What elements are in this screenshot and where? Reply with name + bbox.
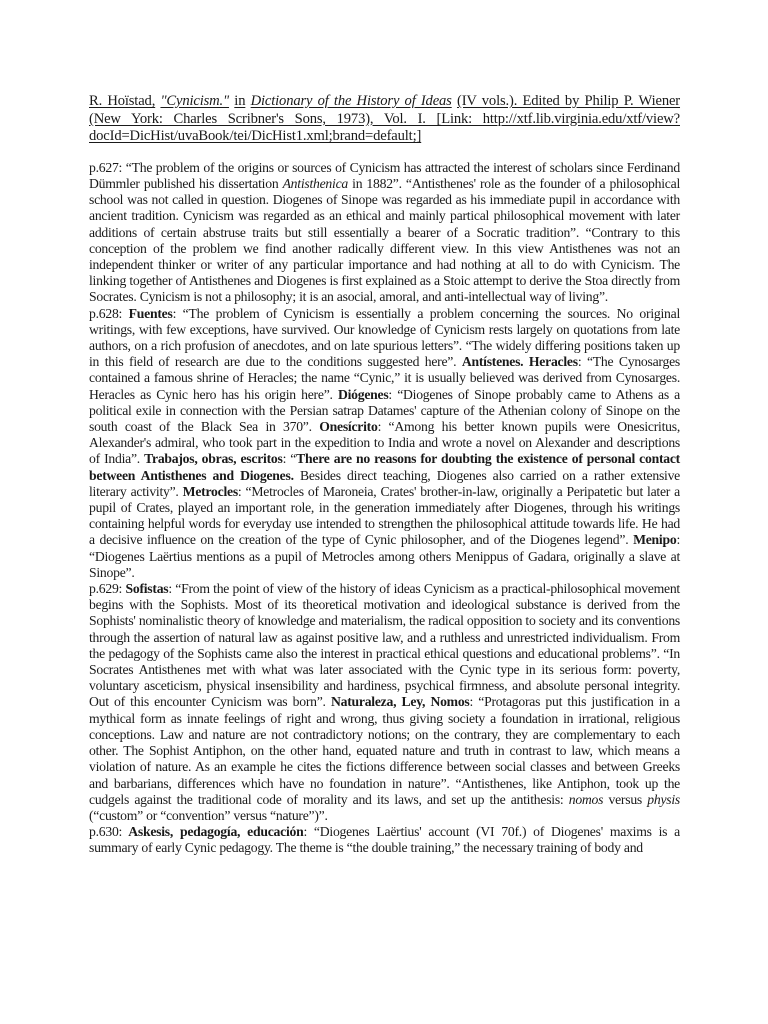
quoted-text: : “Among his better known pupils were Onesicritus, Alexander's admiral, who took part in the expedition to India and wrote a novel on Alexander and descriptions of India”. — [89, 419, 680, 467]
quoted-text: : “Diogenes Laërtius mentions as a pupil of Metrocles among others Menippus of Gadara, originally a slave at Sinope”. — [89, 532, 680, 580]
page-reference: p.628: — [89, 305, 123, 321]
section-heading: Sofistas — [122, 581, 169, 597]
citation-work-title: Dictionary of the History of Ideas — [250, 93, 452, 109]
quoted-text: : “The Cynosarges contained a famous shrine of Heracles; the name “Cynic,” it is usually believed was derived from Cynosarges. Heracles as Cynic hero has his origin here”. — [89, 354, 680, 402]
italic-term: Antisthenica — [282, 175, 348, 191]
italic-term: nomos — [568, 791, 604, 807]
quoted-text: : “Diogenes Laërtius' account (VI 70f.) of Diogenes' maxims is a summary of early Cynic pedagogy. The theme is “the double training,” the necessary training of body and — [89, 824, 680, 856]
paragraph-630 — [89, 824, 680, 856]
section-heading: Fuentes — [122, 305, 173, 321]
quoted-text: “The problem of the origins or sources of Cynicism has attracted the interest of scholars since Ferdinand Dümmler published his dissertation — [89, 159, 680, 191]
quoted-text: : “ — [282, 451, 297, 467]
italic-term: physis — [647, 791, 680, 807]
quoted-text: : “From the point of view of the history of ideas Cynicism as a practical-philosophical movement begins with the Sophists. Most of its theoretical motivation and ideological substance is derived from the Sophists' nominalistic theory of knowledge and materialism, the radical opposition to society and its conventions through the assertion of natural law as against positive law, and a ruthless and unrestricted individualism. From the pedagogy of the Sophists came also the interest in practical ethical questions and educational problems”. “In Socrates Antisthenes met with what was later associated with the Cynic type in its serious form: poverty, voluntary asceticism, physical insensibility and hardiness, psychical firmness, and absolute personal integrity. Out of this encounter Cynicism was born”. — [89, 581, 680, 710]
section-heading: Metrocles — [182, 483, 238, 499]
bibliographic-citation — [89, 93, 680, 146]
document-body — [89, 160, 680, 857]
section-heading: Naturaleza, Ley, Nomos — [330, 694, 470, 710]
page-reference: p.627: — [89, 159, 123, 175]
page-reference: p.630: — [89, 824, 123, 840]
page-reference: p.629: — [89, 581, 123, 597]
quoted-text: versus — [603, 791, 648, 807]
section-heading: Antístenes. Heracles — [461, 354, 578, 370]
quoted-text: (“custom” or “convention” versus “nature”)”. — [89, 807, 328, 823]
quoted-text: Besides direct teaching, Diogenes also carried on a rather extensive literary activity”. — [89, 467, 680, 499]
citation-entry-title: "Cynicism." — [160, 93, 230, 109]
quoted-text: : “Metrocles of Maroneia, Crates' brother-in-law, originally a Peripatetic but later a pupil of Crates, played an important role, in the generation immediately after Diogenes, through his writings containing helpful words for everyday use intended to strengthen the philosophical attitude towards life. He had a decisive influence on the creation of the type of Cynic philosopher, and of the Diogenes legend”. — [89, 483, 680, 548]
section-heading: Diógenes — [337, 386, 389, 402]
section-heading: Onesícrito — [319, 419, 378, 435]
section-heading: Trabajos, obras, escritos — [144, 451, 283, 467]
section-heading: Askesis, pedagogía, educación — [122, 824, 304, 840]
citation-in: in — [234, 93, 246, 109]
paragraph-629 — [89, 581, 680, 824]
section-heading: Menipo — [633, 532, 677, 548]
paragraph-628 — [89, 306, 680, 581]
citation-details: (IV vols.). Edited by Philip P. Wiener (New York: Charles Scribner's Sons, 1973), Vol. I. [Link: http://xtf.lib.virginia.edu/xtf/view?docId=DicHist/uvaBook/tei/DicHist1.xml;brand=default;] — [89, 93, 681, 145]
citation-author: R. Hoïstad, — [89, 93, 156, 109]
quoted-text: : “The problem of Cynicism is essentially a problem concerning the sources. No original writings, with few exceptions, have survived. Our knowledge of Cynicism rests largely on quotations from late authors, on a rich profusion of anecdotes, and on late spurious letters”. “The widely differing positions taken up in this field of research are due to the conditions suggested here”. — [89, 305, 681, 370]
quoted-text: in 1882”. “Antisthenes' role as the founder of a philosophical school was not called in question. Diogenes of Sinope was regarded as his immediate pupil in accordance with ancient tradition. Cynicism was regarded as an ethical and mainly partical philosophical movement with later additions of certain abstruse traits but still essentially a bearer of a Socratic tradition”. “Contrary to this conception of the problem we find another radically different view. In this view Antisthenes was not an independent thinker or writer of any particular importance and had nothing at all to do with Cynicism. The linking together of Antisthenes and Diogenes is first explained as a Stoic attempt to derive the Stoa directly from Socrates. Cynicism is not a philosophy; it is an asocial, amoral, and anti-intellectual way of living”. — [89, 175, 680, 305]
section-heading: There are no reasons for doubting the existence of personal contact between Antisthenes and Diogenes. — [89, 451, 680, 483]
quoted-text: : “Protagoras put this justification in a mythical form as innate feelings of right and wrong, thus giving society a foundation in irrational, religious conceptions. Law and nature are not contradictory notions; on the contrary, they are complementary to each other. The Sophist Antiphon, on the other hand, equated nature and truth in contrast to law, which means a violation of nature. As an example he cites the fictions difference between social classes and between Greeks and barbarians, differences which have no foundation in nature”. “Antisthenes, like Antiphon, took up the cudgels against the traditional code of morality and its laws, and set up the antithesis: — [89, 694, 681, 807]
quoted-text: : “Diogenes of Sinope probably came to Athens as a political exile in connection with the Persian satrap Datames' capture of the Athenian colony of Sinope on the south coast of the Black Sea in 370”. — [89, 386, 680, 435]
paragraph-627 — [89, 160, 680, 306]
